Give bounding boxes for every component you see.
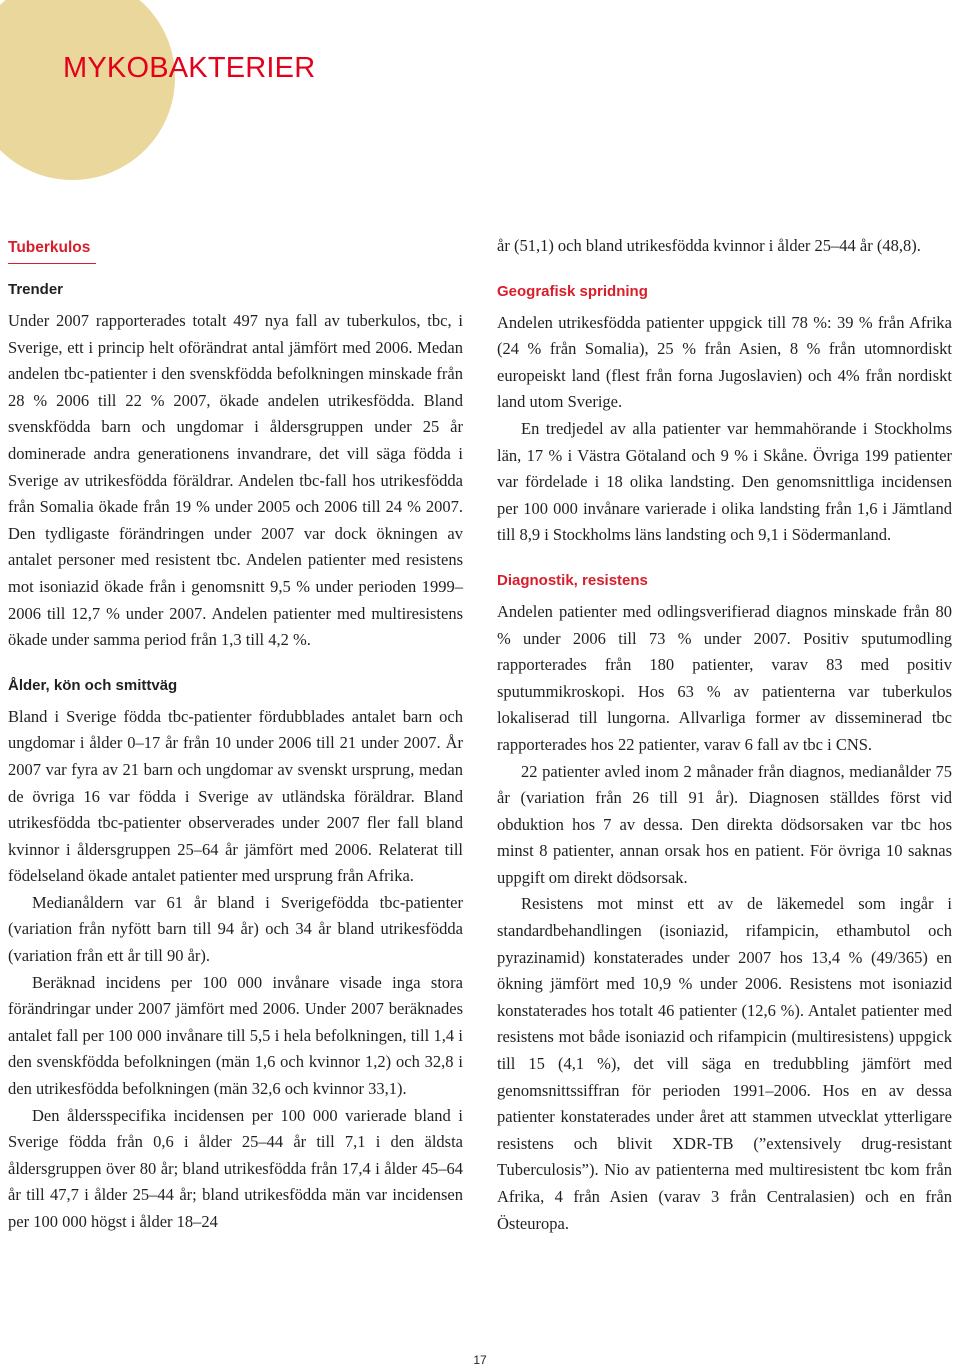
page-number: 17 <box>473 1353 487 1367</box>
age-paragraph: Medianåldern var 61 år bland i Sverigefödda tbc-patienter (variation från nyfött barn till 94 år) och 34 år bland utrikesfödda (variation från ett år till 90 år). <box>8 892 463 966</box>
right-column <box>497 233 952 1237</box>
diag-paragraph: 22 patienter avled inom 2 månader från diagnos, medianålder 75 år (variation från 26 till 91 år). Diagnosen ställdes först vid obduktion hos 7 av dessa. Den direkta dödsorsaken var tbc hos minst 8 patienter, annan orsak hos en patient. För övriga 10 saknas uppgift om direkt dödsorsak. <box>497 761 952 887</box>
continuation-paragraph: år (51,1) och bland utrikesfödda kvinnor i ålder 25–44 år (48,8). <box>497 236 921 255</box>
trends-heading: Trender <box>8 281 64 298</box>
section-title-rule <box>8 263 96 264</box>
age-heading: Ålder, kön och smittväg <box>8 676 178 694</box>
diag-paragraph: Resistens mot minst ett av de läkemedel som ingår i standardbehandlingen (isoniazid, rifampicin, ethambutol och pyrazinamid) konstaterades under 2007 hos 13,4 % (49/365) en ökning jämfört med 10,9 % under 2006. Resistens mot isoniazid konstaterades hos totalt 46 patienter (12,6 %). Antalet patienter med resistens mot både isoniazid och rifampicin (multiresistens) uppgick till 15 (4,1 %), det vill säga en tredubbling jämfört med genomsnittssiffran för perioden 1991–2006. Hos en av dessa patienter konstaterades under året att stammen utvecklat ytterligare resistens och blivit XDR-TB (”extensively drug-resistant Tuberculosis”). Nio av patienterna med multiresistent tbc kom från Afrika, 4 från Asien (varav 3 från Centralasien) och en från Östeuropa. <box>497 894 952 1233</box>
age-paragraph: Beräknad incidens per 100 000 invånare visade inga stora förändringar under 2007 jämfört med 2006. Under 2007 beräknades antalet fall per 100 000 invånare till 5,5 i hela befolkningen, till 1,4 i den svenskfödda befolkningen (män 1,6 och kvinnor 1,2) och 32,8 i den utrikesfödda befolkningen (män 32,6 och kvinnor 33,1). <box>8 972 463 1099</box>
geo-paragraph: En tredjedel av alla patienter var hemmahörande i Stockholms län, 17 % i Västra Götaland och 9 % i Skåne. Övriga 199 patienter var fördelade i 18 olika landsting. Den genomsnittliga incidensen per 100 000 invånare varierade i olika landsting från 1,6 i Jämtland till 8,9 i Stockholms läns landsting och 9,1 i Södermanland. <box>497 418 952 545</box>
age-paragraph: Den åldersspecifika incidensen per 100 000 varierade bland i Sverige födda från 0,6 i ålder 25–44 år till 7,1 i den äldsta åldersgruppen över 80 år; bland utrikesfödda från 17,4 i ålder 45–64 år till 47,7 i ålder 25–44 år; bland utrikesfödda män var incidensen per 100 000 högst i ålder 18–24 <box>8 1105 463 1231</box>
left-column <box>8 233 463 1236</box>
decorative-circle <box>0 0 175 180</box>
diag-heading: Diagnostik, resistens <box>497 571 648 589</box>
trends-paragraph: Under 2007 rapporterades totalt 497 nya fall av tuberkulos, tbc, i Sverige, ett i princip helt oförändrat antal jämfört med 2006. Medan andelen tbc-patienter i den svenskfödda befolkningen minskade från 28 % 2006 till 22 % 2007, ökade andelen utrikesfödda. Bland svenskfödda barn och ungdomar i åldersgruppen under 25 år dominerade andra generationens invandrare, det vill säga födda i Sverige av utrikesfödda föräldrar. Andelen tbc-fall hos utrikesfödda från Somalia ökade från 19 % under 2005 och 2006 till 24 % 2007. Den tydligaste förändringen under 2007 var dock ökningen av antalet personer med resistent tbc. Andelen patienter med resistens mot isoniazid ökade från i genomsnitt 9,5 % under perioden 1999–2006 till 12,7 % under 2007. Andelen patienter med multiresistens ökade under samma period från 1,3 till 4,2 %. <box>8 311 463 650</box>
section-title: Tuberkulos <box>8 239 91 256</box>
geo-heading: Geografisk spridning <box>497 282 648 300</box>
page-title: MYKOBAKTERIER <box>63 52 316 84</box>
diag-paragraph: Andelen patienter med odlingsverifierad diagnos minskade från 80 % under 2006 till 73 % under 2007. Positiv sputumodling rapporterades från 180 patienter, varav 83 med positiv sputummikroskopi. Hos 63 % av patienterna var tuberkulos lokaliserad till lungorna. Allvarliga former av disseminerad tbc rapporterades hos 22 patienter, varav 6 fall av tbc i CNS. <box>497 601 952 754</box>
geo-paragraph: Andelen utrikesfödda patienter uppgick till 78 %: 39 % från Afrika (24 % från Somalia), 25 % från Asien, 8 % från utomnordiskt europeiskt land (flest från forna Jugoslavien) och 4% från nordiskt land utom Sverige. <box>497 312 952 412</box>
age-paragraph: Bland i Sverige födda tbc-patienter fördubblades antalet barn och ungdomar i ålder 0–17 år från 10 under 2006 till 21 under 2007. År 2007 var fyra av 21 barn och ungdomar av svenskt ursprung, medan de övriga 16 var födda i Sverige av utländska föräldrar. Bland utrikesfödda tbc-patienter observerades under 2007 fler fall bland kvinnor i åldersgruppen 25–64 år jämfört med 2006. Relaterat till födelseland ökade antalet patienter med ursprung från Afrika. <box>8 706 463 886</box>
